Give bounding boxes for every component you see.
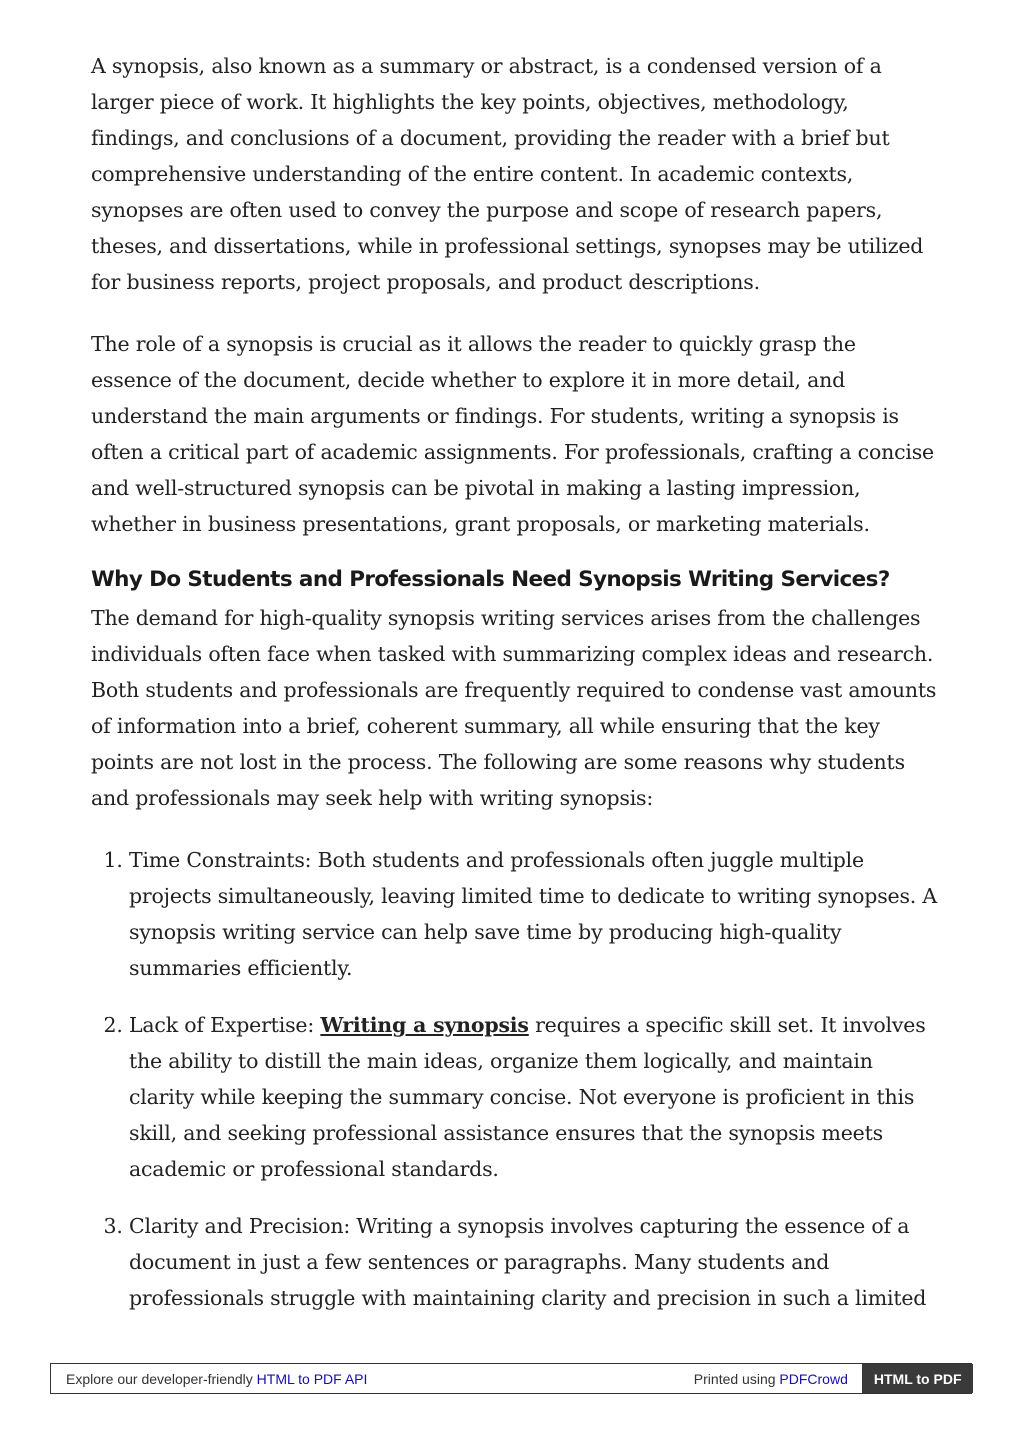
- list-item-clarity-precision: 3. Clarity and Precision: Writing a synopsis involves capturing the essence of a document in just a few sentences or paragraphs. Many students and professionals struggle with maintaining clarity and precision in such a limited: [129, 1208, 941, 1316]
- role-paragraph: The role of a synopsis is crucial as it allows the reader to quickly grasp the essence of the document, decide whether to explore it in more detail, and understand the main arguments or findings. For students, writing a synopsis is often a critical part of academic assignments. For professionals, crafting a concise and well-structured synopsis can be pivotal in making a lasting impression, whether in business presentations, grant proposals, or marketing materials.: [91, 332, 934, 536]
- list-item-suffix: requires a specific skill set. It involves the ability to distill the main ideas, organize them logically, and maintain clarity while keeping the summary concise. Not everyone is proficient in this skill, and seeking professional assistance ensures that the synopsis meets academic or professional standards.: [129, 1013, 926, 1181]
- list-item-prefix: Lack of Expertise:: [129, 1013, 321, 1037]
- section-heading: Why Do Students and Professionals Need Synopsis Writing Services?: [91, 567, 890, 592]
- html-to-pdf-badge[interactable]: HTML to PDF: [862, 1364, 973, 1393]
- article-body: [91, 48, 941, 1337]
- pdfcrowd-footer: [50, 1363, 972, 1394]
- html-to-pdf-api-link[interactable]: HTML to PDF API: [256, 1370, 368, 1387]
- footer-printed: [694, 1371, 862, 1387]
- footer-printed-text: Printed using: [693, 1370, 780, 1387]
- reasons-list: [91, 842, 941, 1316]
- footer-explore: [51, 1371, 694, 1387]
- list-item-time-constraints: 1. Time Constraints: Both students and professionals often juggle multiple projects simultaneously, leaving limited time to dedicate to writing synopses. A synopsis writing service can help save time by producing high-quality summaries efficiently.: [129, 842, 941, 986]
- writing-synopsis-link[interactable]: Writing a synopsis: [320, 1013, 529, 1037]
- list-item-lack-of-expertise: [129, 1007, 941, 1187]
- demand-paragraph: The demand for high-quality synopsis writing services arises from the challenges individuals often face when tasked with summarizing complex ideas and research. Both students and professionals are frequently required to condense vast amounts of information into a brief, coherent summary, all while ensuring that the key points are not lost in the process. The following are some reasons why students and professionals may seek help with writing synopsis:: [91, 606, 937, 810]
- intro-paragraph: A synopsis, also known as a summary or abstract, is a condensed version of a larger piece of work. It highlights the key points, objectives, methodology, findings, and conclusions of a document, providing the reader with a brief but comprehensive understanding of the entire content. In academic contexts, synopses are often used to convey the purpose and scope of research papers, theses, and dissertations, while in professional settings, synopses may be utilized for business reports, project proposals, and product descriptions.: [91, 54, 924, 294]
- footer-explore-text: Explore our developer-friendly: [66, 1370, 257, 1387]
- pdfcrowd-link[interactable]: PDFCrowd: [779, 1370, 848, 1387]
